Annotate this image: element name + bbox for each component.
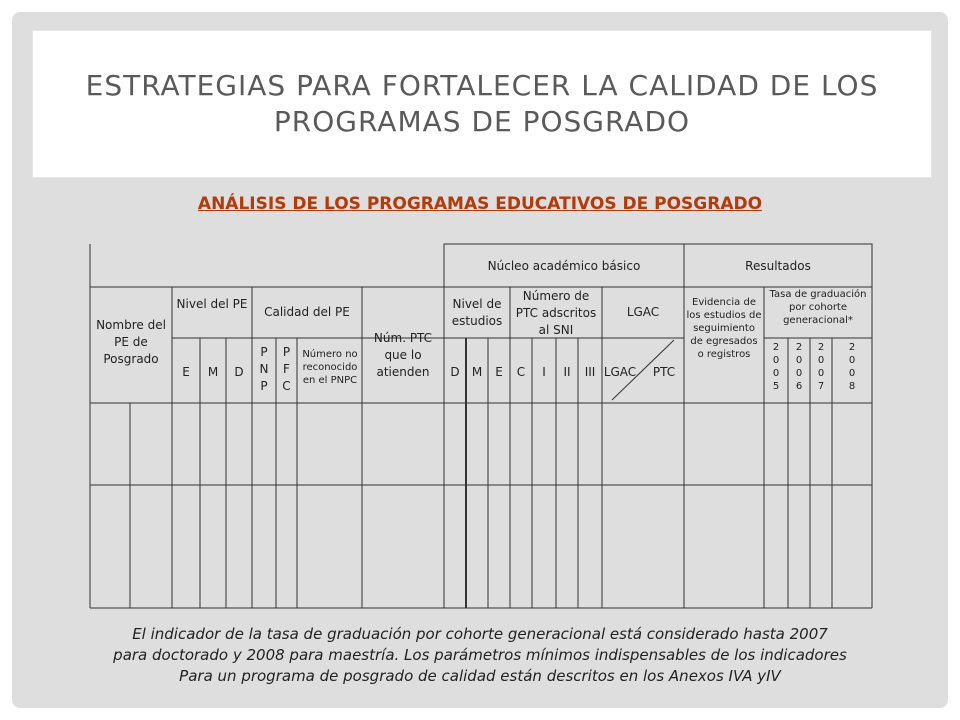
year-2005-digit-3: 0 xyxy=(772,368,780,379)
header-nucleo-academico: Núcleo académico básico xyxy=(487,259,641,273)
header-nivel-estudios: Nivel de estudios xyxy=(451,297,503,328)
calidad-pfc xyxy=(276,344,297,395)
lgac-sub-ptc: PTC xyxy=(652,365,676,379)
year-2006-digit-3: 0 xyxy=(795,368,803,379)
header-num-ptc: Núm. PTC que lo atienden xyxy=(373,331,433,379)
year-2007-digit-4: 7 xyxy=(817,381,825,392)
header-ptc-sni: Número de PTC adscritos al SNI xyxy=(515,289,597,337)
nivel-sub-d: D xyxy=(234,365,244,379)
year-2005 xyxy=(764,341,788,393)
footnote-line-2: para doctorado y 2008 para maestría. Los parámetros mínimos indispensables de los indicadores xyxy=(113,646,847,664)
footnote-line-3: Para un programa de posgrado de calidad están descritos en los Anexos IVA yIV xyxy=(179,667,781,685)
year-2008 xyxy=(832,341,872,393)
calidad-numero-no-reconocido: Número no reconocido en el PNPC xyxy=(302,349,358,386)
nivel-sub-e: E xyxy=(182,365,190,379)
estudios-sub-e: E xyxy=(495,365,503,379)
calidad-pnp-letter-1: P xyxy=(260,345,268,359)
calidad-pnp-letter-2: N xyxy=(259,362,269,376)
header-resultados: Resultados xyxy=(745,259,811,273)
estudios-sub-m: M xyxy=(471,365,483,379)
nivel-sub-m: M xyxy=(207,365,219,379)
year-2007-digit-1: 2 xyxy=(817,342,825,353)
year-2005-digit-1: 2 xyxy=(772,342,780,353)
calidad-pfc-letter-2: F xyxy=(283,362,290,376)
calidad-pfc-letter-1: P xyxy=(282,345,291,359)
year-2008-digit-3: 0 xyxy=(848,368,856,379)
slide-title-line-1: ESTRATEGIAS PARA FORTALECER LA CALIDAD DE LOS xyxy=(85,69,879,102)
year-2006-digit-2: 0 xyxy=(795,355,803,366)
header-nombre-pe: Nombre del PE de Posgrado xyxy=(96,318,166,366)
lgac-sub-lgac: LGAC xyxy=(603,365,637,379)
header-lgac: LGAC xyxy=(626,305,660,319)
header-nivel-pe: Nivel del PE xyxy=(176,297,248,311)
footnote xyxy=(12,624,948,687)
year-2008-digit-2: 0 xyxy=(848,355,856,366)
year-2006 xyxy=(788,341,810,393)
sni-sub-iii: III xyxy=(584,365,596,379)
header-calidad-pe: Calidad del PE xyxy=(264,305,350,319)
header-evidencia: Evidencia de los estudios de seguimiento de egresados o registros xyxy=(686,297,762,360)
year-2008-digit-4: 8 xyxy=(848,381,856,392)
year-2007-digit-3: 0 xyxy=(817,368,825,379)
header-tasa-graduacion: Tasa de graduación por cohorte generacional* xyxy=(769,289,867,326)
year-2005-digit-4: 5 xyxy=(772,381,780,392)
sni-sub-i: I xyxy=(542,365,546,379)
year-2007 xyxy=(810,341,832,393)
sni-sub-c: C xyxy=(516,365,526,379)
sni-sub-ii: II xyxy=(563,365,571,379)
footnote-line-1: El indicador de la tasa de graduación por cohorte generacional está considerado hasta 2007 xyxy=(132,625,828,643)
calidad-pnp-letter-3: P xyxy=(260,379,268,393)
estudios-sub-d: D xyxy=(450,365,460,379)
year-2006-digit-4: 6 xyxy=(795,381,803,392)
table-subtitle: ANÁLISIS DE LOS PROGRAMAS EDUCATIVOS DE POSGRADO xyxy=(197,194,763,214)
slide xyxy=(12,12,948,708)
year-2008-digit-1: 2 xyxy=(848,342,856,353)
calidad-pfc-letter-3: C xyxy=(282,379,291,393)
year-2006-digit-1: 2 xyxy=(795,342,803,353)
calidad-pnp xyxy=(252,344,276,395)
year-2005-digit-2: 0 xyxy=(772,355,780,366)
year-2007-digit-2: 0 xyxy=(817,355,825,366)
slide-title-line-2: PROGRAMAS DE POSGRADO xyxy=(273,105,691,138)
